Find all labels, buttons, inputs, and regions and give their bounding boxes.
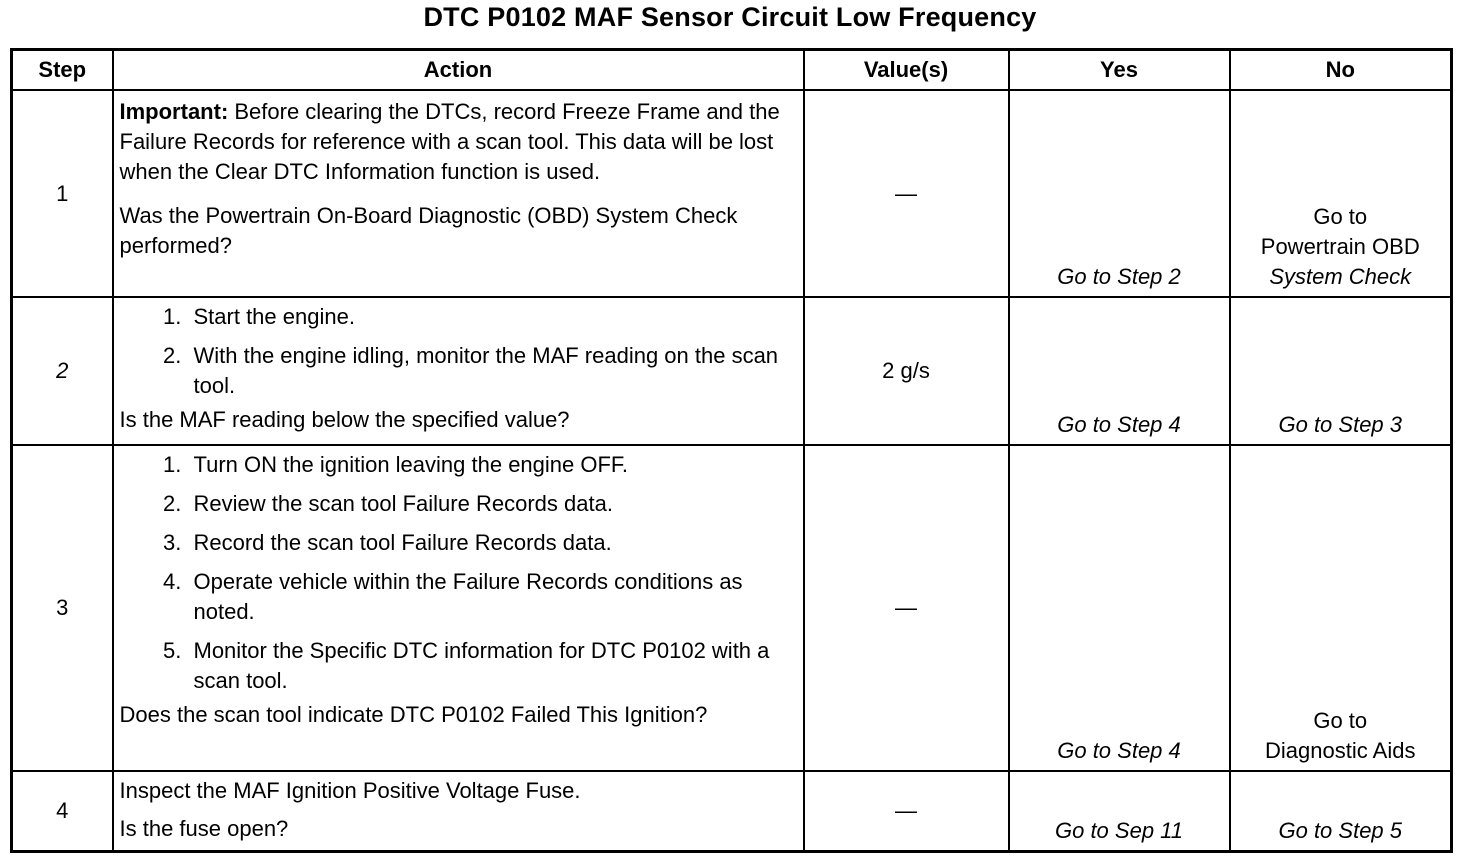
list-item: 3. Record the scan tool Failure Records data.: [188, 528, 797, 558]
list-item: 2. Review the scan tool Failure Records data.: [188, 489, 797, 519]
yes-cell: [1009, 445, 1230, 771]
table-row: [12, 297, 1452, 445]
value-cell: 2 g/s: [804, 297, 1009, 445]
goto-link[interactable]: Go to Step 4: [1057, 738, 1181, 763]
header-values: Value(s): [804, 50, 1009, 91]
goto-link[interactable]: Powertrain OBD: [1260, 234, 1420, 259]
yes-cell: [1009, 771, 1230, 851]
table-row: [12, 445, 1452, 771]
list-item: 1. Start the engine.: [188, 302, 797, 332]
header-row: [12, 50, 1452, 91]
action-cell: [113, 90, 804, 297]
important-note: [120, 97, 797, 187]
goto-link[interactable]: Go to Step 2: [1057, 264, 1181, 289]
header-action: Action: [113, 50, 804, 91]
page-title: DTC P0102 MAF Sensor Circuit Low Frequency: [423, 2, 1037, 32]
value-cell: —: [804, 771, 1009, 851]
important-text: Before clearing the DTCs, record Freeze Frame and the Failure Records for reference with a scan tool. This data will be lost when the Clear DTC Information function is used.: [119, 99, 780, 184]
action-cell: [113, 445, 804, 771]
table-row: [12, 90, 1452, 297]
no-cell: [1230, 771, 1452, 851]
action-text: Inspect the MAF Ignition Positive Voltage Fuse.: [119, 778, 581, 803]
no-line: Go to: [1313, 708, 1368, 733]
action-question: Is the fuse open?: [119, 816, 289, 841]
goto-link[interactable]: System Check: [1269, 264, 1412, 289]
goto-link[interactable]: Go to Sep 11: [1054, 817, 1183, 843]
header-step: Step: [12, 50, 113, 91]
no-line: Go to: [1313, 204, 1368, 229]
step-number: 1: [12, 90, 113, 297]
goto-link[interactable]: Go to Step 5: [1278, 817, 1403, 843]
goto-link[interactable]: Diagnostic Aids: [1265, 738, 1416, 763]
list-item: 1. Turn ON the ignition leaving the engine OFF.: [188, 450, 797, 480]
yes-cell: [1009, 297, 1230, 445]
action-cell: [113, 771, 804, 851]
action-steps: [120, 302, 797, 401]
yes-cell: [1009, 90, 1230, 297]
header-no: No: [1230, 50, 1452, 91]
step-number: 3: [12, 445, 113, 771]
diagnostic-table: [10, 48, 1453, 853]
no-cell: [1230, 90, 1452, 297]
goto-link[interactable]: Go to Step 4: [1057, 412, 1181, 437]
table-row: [12, 771, 1452, 851]
step-number: 2: [12, 297, 113, 445]
list-item: 2. With the engine idling, monitor the MAF reading on the scan tool.: [188, 341, 797, 401]
action-question: Does the scan tool indicate DTC P0102 Failed This Ignition?: [119, 702, 708, 727]
action-steps: [120, 450, 797, 696]
no-cell: [1230, 297, 1452, 445]
important-label: Important:: [119, 99, 229, 124]
list-item: 5. Monitor the Specific DTC information for DTC P0102 with a scan tool.: [188, 636, 797, 696]
value-cell: —: [804, 445, 1009, 771]
action-cell: [113, 297, 804, 445]
action-question: Is the MAF reading below the specified value?: [119, 407, 570, 432]
value-cell: —: [804, 90, 1009, 297]
goto-link[interactable]: Go to Step 3: [1278, 412, 1403, 437]
step-number: 4: [12, 771, 113, 851]
list-item: 4. Operate vehicle within the Failure Records conditions as noted.: [188, 567, 797, 627]
header-yes: Yes: [1009, 50, 1230, 91]
no-cell: [1230, 445, 1452, 771]
action-question: Was the Powertrain On-Board Diagnostic (OBD) System Check performed?: [119, 203, 738, 258]
